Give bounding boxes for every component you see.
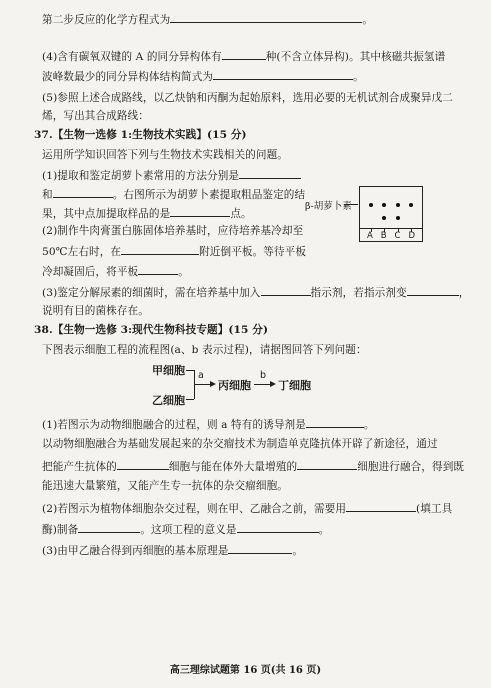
answer-blank[interactable] (170, 11, 362, 23)
answer-blank[interactable] (117, 458, 169, 470)
text: (3)鉴定分解尿素的细菌时，需在培养基中加入 (42, 287, 261, 299)
spot (382, 216, 386, 220)
answer-blank[interactable] (237, 521, 319, 533)
text: 波峰数最少的同分异构体结构简式为 (42, 71, 214, 83)
text-line: (2)制作牛肉膏蛋白胨固体培养基时，应待培养基冷却至 (42, 225, 304, 237)
arrow-head-icon (270, 381, 276, 387)
text-line (42, 205, 252, 221)
answer-blank[interactable] (346, 500, 416, 512)
page-footer: 高三理综试题第 16 页(共 16 页) (169, 665, 322, 676)
text-line (42, 68, 364, 84)
cell-engineering-flow-diagram (150, 362, 330, 406)
text: 第二步反应的化学方程式为 (42, 14, 171, 26)
spot (369, 203, 373, 207)
cell-label: 甲细胞 (152, 364, 185, 377)
text: 细胞与能在体外大量增殖的 (168, 461, 298, 473)
text: 。 (318, 524, 330, 536)
text-line (42, 284, 469, 300)
answer-blank[interactable] (261, 284, 311, 296)
text-line (42, 458, 464, 474)
text: 把能产生抗体的 (42, 461, 117, 473)
text: 冷却凝固后，将平板 (42, 266, 139, 278)
text: 烯，写出其合成路线： (42, 110, 149, 122)
answer-blank[interactable] (53, 186, 113, 198)
text: 和 (42, 189, 53, 201)
text: 50℃左右时，在 (42, 246, 122, 258)
text: 。 (178, 266, 189, 278)
step-label: b (260, 370, 267, 381)
connector (186, 399, 194, 400)
text: 。 (353, 71, 364, 83)
text-line: 说明有目的菌株存在。 (42, 305, 149, 317)
text: 。 (363, 419, 375, 431)
text-line (42, 521, 329, 537)
text: 。 (292, 545, 304, 557)
text: 。右图所示为胡萝卜素提取粗品鉴定的结 (112, 189, 306, 201)
text-line: 下图表示细胞工程的流程图(a、b 表示过程)，请据图回答下列问题： (42, 344, 367, 356)
text-line (42, 243, 306, 259)
text: (4)含有碳氧双键的 A 的同分异构体有 (42, 51, 222, 63)
label-pointer (344, 204, 358, 205)
text: 酶)制备 (42, 524, 79, 536)
answer-blank[interactable] (170, 205, 230, 217)
column-labels (363, 231, 419, 241)
answer-blank[interactable] (297, 458, 357, 470)
figure-label: β-胡萝卜素 (305, 201, 352, 212)
spot (396, 216, 400, 220)
text: 。这项工程的意义是 (140, 524, 237, 536)
text-line (42, 91, 453, 105)
question-heading: 38.【生物一选修 3:现代生物科技专题】(15 分) (34, 324, 269, 336)
answer-blank[interactable] (407, 284, 459, 296)
chromatography-plate (359, 186, 423, 242)
answer-blank[interactable] (138, 263, 178, 275)
text: (3)由甲乙融合得到丙细胞的基本原理是 (42, 545, 229, 557)
text-line (42, 416, 375, 432)
text: (5)参照上述合成路线，以乙炔钠和丙酮为起始原料，选用必要的无机试剂合成聚异戊二 (42, 92, 453, 104)
text: (1)提取和鉴定胡萝卜素常用的方法分别是 (42, 170, 240, 182)
text-line (42, 109, 149, 123)
text-line (42, 167, 301, 183)
answer-blank[interactable] (228, 542, 292, 554)
column-label: A (366, 231, 373, 241)
text-line: 能迅速大量繁殖，又能产生专一抗体的杂交瘤细胞。 (42, 480, 288, 492)
spot (382, 203, 386, 207)
text-line (42, 186, 305, 202)
chromatography-figure (302, 186, 491, 256)
column-label: C (394, 231, 401, 241)
text: 种(不含立体异构)。其中核磁共振氢谱 (265, 51, 446, 63)
text-line (42, 48, 445, 64)
spot (396, 203, 400, 207)
column-label: B (380, 231, 387, 241)
cell-label: 丙细胞 (218, 379, 251, 392)
answer-blank[interactable] (213, 68, 353, 80)
spot (409, 203, 413, 207)
arrow-head-icon (210, 381, 216, 387)
answer-blank[interactable] (78, 521, 140, 533)
text: 附近倒平板。等待平板 (199, 246, 307, 258)
column-label: D (408, 231, 415, 241)
answer-blank[interactable] (306, 416, 364, 428)
text: 点。 (230, 208, 252, 220)
text-line: 运用所学知识回答下列与生物技术实践相关的问题。 (42, 149, 288, 161)
question-heading: 37.【生物一选修 1:生物技术实践】(15 分) (34, 129, 247, 141)
text: ， (458, 287, 470, 299)
text: 。 (362, 14, 374, 26)
text: (2)若图示为植物体细胞杂交过程，则在甲、乙融合之前，需要用 (42, 503, 347, 515)
origin-line (360, 228, 422, 229)
connector (186, 370, 194, 371)
text-line (42, 11, 373, 27)
text-line: 以动物细胞融合为基础发展起来的杂交瘤技术为制造单克隆抗体开辟了新途径，通过 (42, 438, 438, 450)
answer-blank[interactable] (222, 48, 266, 60)
text: 细胞进行融合，得到既 (357, 461, 465, 473)
text-line (42, 542, 303, 558)
cell-label: 丁细胞 (278, 379, 311, 392)
text-line (42, 500, 452, 516)
answer-blank[interactable] (121, 243, 199, 255)
step-label: a (198, 370, 204, 381)
text: (1)若图示为动物细胞融合的过程，则 a 特有的诱导剂是 (42, 419, 306, 431)
text: (填工具 (416, 503, 453, 515)
text-line (42, 263, 189, 279)
text: 指示剂，若指示剂变 (310, 287, 407, 299)
text: 果，其中点加提取样品的是 (42, 208, 171, 220)
cell-label: 乙细胞 (152, 394, 185, 407)
answer-blank[interactable] (239, 167, 301, 179)
